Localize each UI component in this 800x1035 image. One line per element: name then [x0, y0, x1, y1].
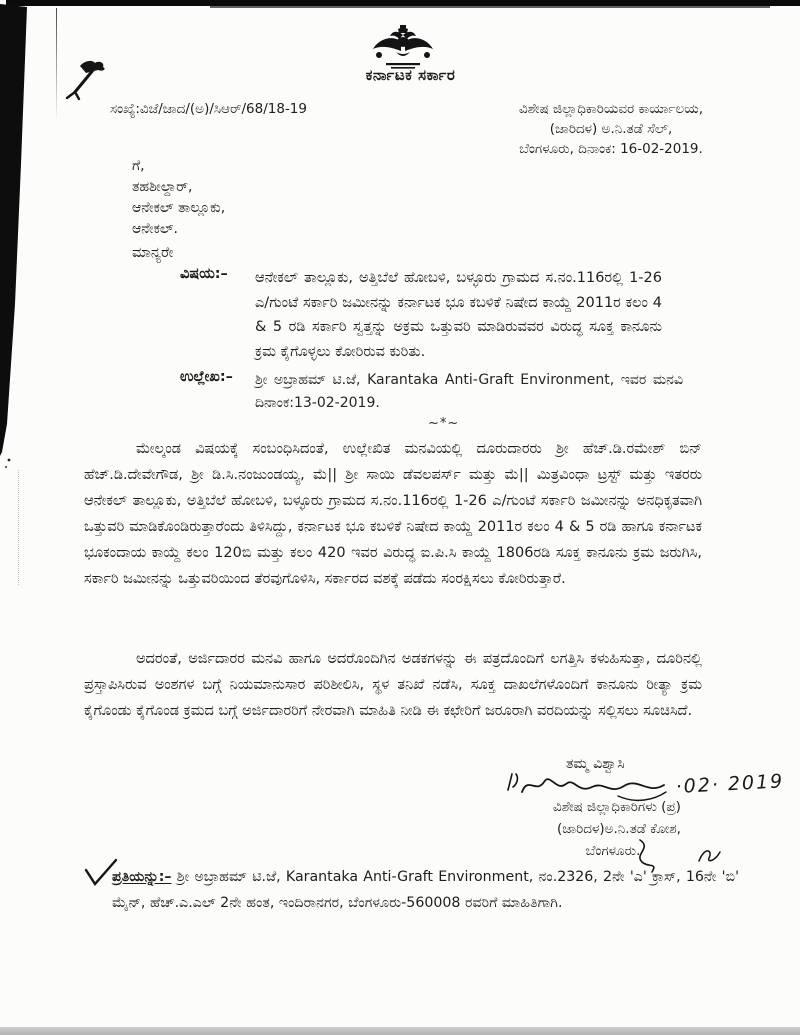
signatory-designation: ವಿಶೇಷ ಜಿಲ್ಲಾಧಿಕಾರಿಗಳು (ಪ್ರ)	[553, 799, 681, 815]
body-paragraph-1: ಮೇಲ್ಕಂಡ ವಿಷಯಕ್ಕೆ ಸಂಬಂಧಿಸಿದಂತೆ, ಉಲ್ಲೇಖಿತ ಮನವಿಯಲ್ಲಿ ದೂರುದಾರರು ಶ್ರೀ ಹೆಚ್.ಡಿ.ರಮೇಶ್ ಬಿನ್ ಹೆಚ್.ಡಿ.ದೇವೇಗೌಡ, ಶ್ರೀ ಡಿ.ಸಿ.ನಂಜುಂಡಯ್ಯ, ಮೆ|| ಶ್ರೀ ಸಾಯಿ ಡೆವಲಪರ್ಸ್ ಮತ್ತು ಮೆ|| ಮಿತ್ರವಿಂಧಾ ಟ್ರಸ್ಟ್ ಮತ್ತು ಇತರರು ಆನೇಕಲ್ ತಾಲ್ಲೂಕು, ಅತ್ತಿಬೆಲೆ ಹೋಬಳಿ, ಬಳ್ಳೂರು ಗ್ರಾಮದ ಸ.ನಂ.116ರಲ್ಲಿ 1-26 ಎ/ಗುಂಟೆ ಸರ್ಕಾರಿ ಜಮೀನನ್ನು ಅನಧಿಕೃತವಾಗಿ ಒತ್ತುವರಿ ಮಾಡಿಕೊಂಡಿರುತ್ತಾರೆಂದು ತಿಳಿಸಿದ್ದು, ಕರ್ನಾಟಕ ಭೂ ಕಬಳಿಕೆ ನಿಷೇದ ಕಾಯ್ದೆ 2011ರ ಕಲಂ 4 & 5 ರಡಿ ಹಾಗೂ ಕರ್ನಾಟಕ ಭೂಕಂದಾಯ ಕಾಯ್ದೆ ಕಲಂ 120ಬಿ ಮತ್ತು ಕಲಂ 420 ಇವರ ವಿರುದ್ಧ ಐ.ಪಿ.ಸಿ ಕಾಯ್ದೆ 1806ರಡಿ ಸೂಕ್ತ ಕಾನೂನು ಕ್ರಮ ಜರುಗಿಸಿ, ಸರ್ಕಾರಿ ಜಮೀನನ್ನು ಒತ್ತುವರಿಯಿಂದ ತೆರವುಗೊಳಿಸಿ, ಸರ್ಕಾರದ ವಶಕ್ಕೆ ಪಡೆದು ಸಂರಕ್ಷಿಸಲು ಕೋರಿರುತ್ತಾರೆ.	[84, 441, 702, 587]
signatory-place: ಬೆಂಗಳೂರು.	[585, 843, 641, 859]
reference-label: ಉಲ್ಲೇಖ:–	[180, 369, 233, 385]
scan-artifact-bottom-bar	[0, 1027, 800, 1035]
scan-artifact-dotted-line	[18, 470, 19, 585]
signatory-office: (ಜಾರಿದಳ)ಅ.ನಿ.ತಡೆ ಕೋಶ,	[557, 821, 681, 837]
handwritten-date: ·02· 2019	[675, 770, 785, 798]
ink-blot-mark	[64, 56, 114, 104]
recipient-block	[132, 156, 225, 240]
reference-number: ಸಂಖ್ಯೆ:ವಿಜೆ/ಜಾದ/(ಅ)/ಸಿಆರ್/68/18-19	[110, 101, 307, 117]
recipient-salutation: ಗೆ,	[132, 158, 145, 174]
reference-text: ಶ್ರೀ ಅಬ್ರಾಹಮ್ ಟಿ.ಜೆ, Karantaka Anti-Graft Environment, ಇವರ ಮನವಿ ದಿನಾಂಕ:13-02-2019.	[255, 372, 683, 411]
scan-artifact-top-band-shadow	[210, 6, 770, 8]
office-address-line-date: ಬೆಂಗಳೂರು, ದಿನಾಂಕ: 16-02-2019.	[519, 141, 703, 157]
karnataka-emblem-icon	[371, 25, 435, 71]
office-address-line: (ಜಾರಿದಳ) ಅ.ನಿ.ತಡೆ ಸೆಲ್,	[549, 121, 673, 137]
recipient-line: ತಹಶೀಲ್ದಾರ್,	[132, 179, 193, 195]
recipient-line: ಆನೇಕಲ್ ತಾಲ್ಲೂಕು,	[132, 200, 226, 216]
subject-text: ಆನೇಕಲ್ ತಾಲ್ಲೂಕು, ಅತ್ತಿಬೆಲೆ ಹೋಬಳಿ, ಬಳ್ಳೂರು ಗ್ರಾಮದ ಸ.ನಂ.116ರಲ್ಲಿ 1-26 ಎ/ಗುಂಟೆ ಸರ್ಕಾರಿ ಜಮೀನನ್ನು ಕರ್ನಾಟಕ ಭೂ ಕಬಳಿಕೆ ನಿಷೇದ ಕಾಯ್ದೆ 2011ರ ಕಲಂ 4 & 5 ರಡಿ ಸರ್ಕಾರಿ ಸ್ವತ್ತನ್ನು ಅಕ್ರಮ ಒತ್ತುವರಿ ಮಾಡಿರುವವರ ವಿರುದ್ಧ ಸೂಕ್ತ ಕಾನೂನು ಕ್ರಮ ಕೈಗೊಳ್ಳಲು ಕೋರಿರುವ ಕುರಿತು.	[255, 270, 662, 360]
subject-label: ವಿಷಯ:–	[180, 266, 228, 282]
section-divider: ~*~	[428, 416, 460, 431]
copy-section	[112, 865, 739, 916]
government-title: ಕರ್ನಾಟಕ ಸರ್ಕಾರ	[365, 66, 456, 84]
copy-text: ಶ್ರೀ ಅಬ್ರಾಹಮ್ ಟಿ.ಜೆ, Karantaka Anti-Graft Environment, ನಂ.2326, 2ನೇ 'ಎ' ಕ್ರಾಸ್, 16ನೇ 'ಬಿ' ಮೈನ್, ಹೆಚ್.ಎ.ಎಲ್ 2ನೇ ಹಂತ, ಇಂದಿರಾನಗರ, ಬೆಂಗಳೂರು-560008 ರವರಿಗೆ ಮಾಹಿತಿಗಾಗಿ.	[112, 869, 740, 911]
copy-label: ಪ್ರತಿಯನ್ನು:–	[112, 869, 172, 885]
office-address-line: ವಿಶೇಷ ಜಿಲ್ಲಾಧಿಕಾರಿಯವರ ಕಾರ್ಯಾಲಯ,	[519, 101, 703, 117]
recipient-line: ಆನೇಕಲ್.	[132, 221, 178, 237]
scan-artifact-fold-line	[56, 8, 57, 123]
honorific: ಮಾನ್ಯರೇ	[132, 245, 174, 261]
closing-phrase: ತಮ್ಮ ವಿಶ್ವಾಸಿ	[566, 756, 625, 772]
scan-artifact-left-wedge	[0, 4, 36, 474]
body-paragraph-2: ಅದರಂತೆ, ಅರ್ಜಿದಾರರ ಮನವಿ ಹಾಗೂ ಅದರೊಂದಿಗಿನ ಅಡಕಗಳನ್ನು ಈ ಪತ್ರದೊಂದಿಗೆ ಲಗತ್ತಿಸಿ ಕಳುಹಿಸುತ್ತಾ, ದೂರಿನಲ್ಲಿ ಪ್ರಸ್ತಾಪಿಸಿರುವ ಅಂಶಗಳ ಬಗ್ಗೆ ನಿಯಮಾನುಸಾರ ಪರಿಶೀಲಿಸಿ, ಸ್ಥಳ ತನಿಖೆ ನಡೆಸಿ, ಸೂಕ್ತ ದಾಖಲೆಗಳೊಂದಿಗೆ ಕಾನೂನು ರೀತ್ಯಾ ಕ್ರಮ ಕೈಗೊಂಡು ಕೈಗೊಂಡ ಕ್ರಮದ ಬಗ್ಗೆ ಅರ್ಜಿದಾರರಿಗೆ ನೇರವಾಗಿ ಮಾಹಿತಿ ನೀಡಿ ಈ ಕಛೇರಿಗೆ ಜರೂರಾಗಿ ವರದಿಯನ್ನು ಸಲ್ಲಿಸಲು ಸೂಚಿಸಿದೆ.	[84, 651, 702, 719]
office-address-block	[452, 99, 770, 159]
